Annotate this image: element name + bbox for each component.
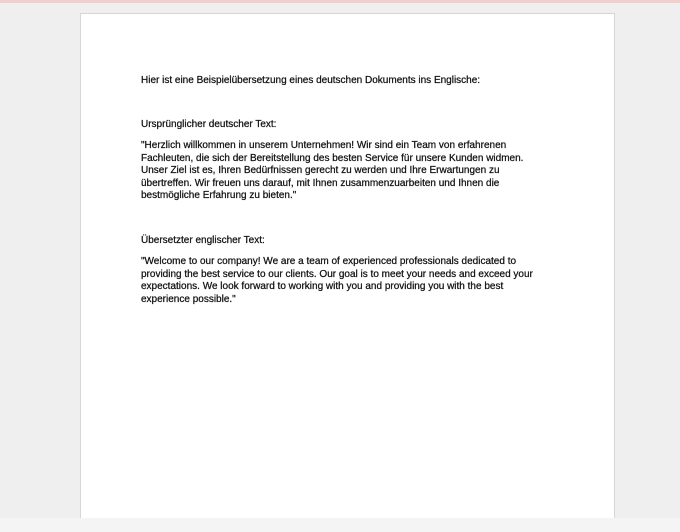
german-heading: Ursprünglicher deutscher Text: <box>141 119 277 130</box>
top-accent-bar <box>0 0 680 3</box>
intro-text: Hier ist eine Beispielübersetzung eines deutschen Dokuments ins Englische: <box>141 75 481 86</box>
english-line: providing the best service to our clients. Our goal is to meet your needs and exceed your <box>141 268 533 280</box>
document-page[interactable] <box>80 13 615 519</box>
german-line: bestmögliche Erfahrung zu bieten." <box>141 190 297 202</box>
german-paragraph <box>141 140 523 203</box>
german-line: übertreffen. Wir freuen uns darauf, mit Ihnen zusammenzuarbeiten und Ihnen die <box>141 177 500 189</box>
english-line: experience possible." <box>141 293 236 305</box>
english-line: "Welcome to our company! We are a team of experienced professionals dedicated to <box>141 256 517 267</box>
english-paragraph <box>141 256 533 306</box>
bottom-bar <box>0 518 680 532</box>
german-line: Fachleuten, die sich der Bereitstellung des besten Service für unsere Kunden widmen. <box>141 152 524 164</box>
english-line: expectations. We look forward to working with you and providing you with the best <box>141 281 504 293</box>
german-line: Unser Ziel ist es, Ihren Bedürfnissen gerecht zu werden und Ihre Erwartungen zu <box>141 165 500 177</box>
english-heading: Übersetzter englischer Text: <box>141 235 265 246</box>
german-line: "Herzlich willkommen in unserem Unternehmen! Wir sind ein Team von erfahrenen <box>141 140 507 151</box>
